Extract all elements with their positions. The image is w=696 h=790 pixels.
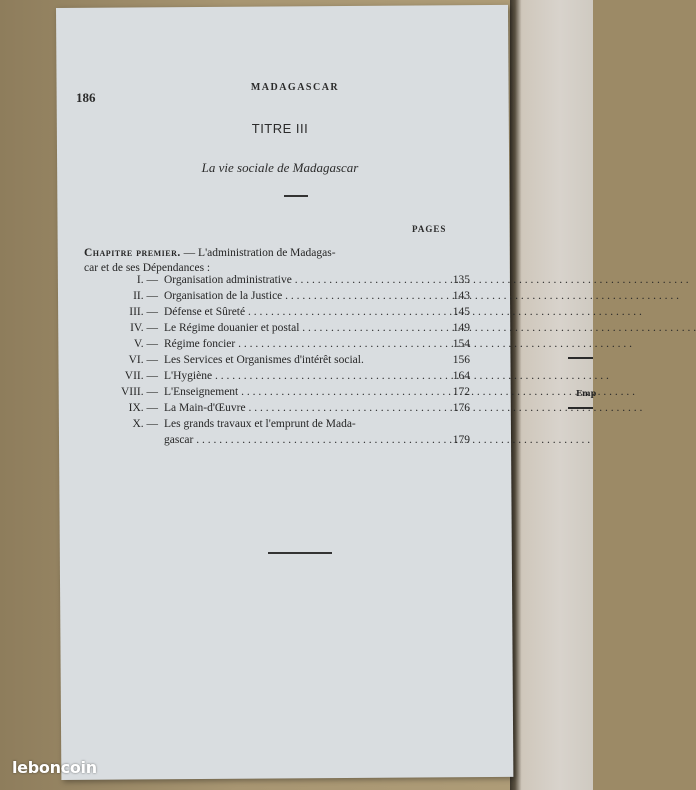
- toc-entry: [84, 320, 470, 336]
- toc-entry-page: 145: [452, 306, 470, 318]
- toc-entry-text: Les Services et Organismes d'intérêt social.: [164, 354, 364, 366]
- toc-entry: [84, 272, 470, 288]
- toc-entry-text: L'Enseignement . . .: [164, 384, 436, 400]
- toc-entry-number: V. —: [133, 338, 158, 350]
- toc-entry-text: Défense et Sûreté . . .: [164, 304, 436, 320]
- toc-entry-page: 172: [452, 386, 470, 398]
- toc-entry-number: VI. —: [128, 354, 158, 366]
- toc-entry-number: VII. —: [124, 370, 158, 382]
- toc-entry-text: Les grands travaux et l'emprunt de Mada-: [164, 418, 356, 430]
- toc-entry-page: 154: [452, 338, 470, 350]
- toc-entry: [84, 368, 470, 384]
- toc-entry-page: 176: [452, 402, 470, 414]
- title-divider: [284, 195, 308, 197]
- toc-entry-page: 143: [452, 290, 470, 302]
- section-title: TITRE III: [251, 121, 309, 136]
- toc-entry-number: II. —: [133, 290, 158, 302]
- running-title: MADAGASCAR: [250, 82, 340, 93]
- table-of-contents: [84, 272, 470, 448]
- toc-entry: [84, 336, 470, 352]
- toc-entry-number: I. —: [136, 274, 158, 286]
- toc-entry-page: 156: [452, 354, 470, 366]
- toc-entry-page: 179: [452, 434, 470, 446]
- chapter-text-line1: — L'administration de Madagas-: [180, 247, 336, 259]
- toc-entry-number: III. —: [129, 306, 158, 318]
- chapter-text-line2: car et de ses Dépendances :: [84, 262, 211, 274]
- section-subtitle: La vie sociale de Madagascar: [201, 160, 359, 175]
- end-divider: [268, 552, 332, 554]
- toc-entry-number: VIII. —: [120, 386, 158, 398]
- toc-entry: [84, 384, 470, 400]
- toc-entry-text: L'Hygiène . . .: [164, 368, 436, 384]
- toc-entry-page: 164: [452, 370, 470, 382]
- toc-entry-number: IV. —: [130, 322, 158, 334]
- pages-column-label: PAGES: [412, 224, 447, 234]
- toc-entry: [84, 352, 470, 368]
- toc-entry-text: Organisation de la Justice . . .: [164, 288, 436, 304]
- toc-entry: [84, 288, 470, 304]
- chapter-label: Chapitre premier.: [84, 247, 181, 259]
- toc-entry: [84, 416, 470, 432]
- toc-entry-number: X. —: [132, 418, 158, 430]
- toc-entry-page: 135: [452, 274, 470, 286]
- toc-entry-text: Régime foncier . . .: [164, 336, 436, 352]
- toc-entry: [84, 400, 470, 416]
- page-number: 186: [76, 90, 96, 105]
- toc-entry-text: La Main-d'Œuvre . . .: [164, 400, 436, 416]
- facing-page-fragment: Emp: [576, 388, 597, 398]
- toc-entry-text: gascar . . .: [164, 432, 436, 448]
- toc-entry: [84, 304, 470, 320]
- leboncoin-logo: leboncoin: [12, 758, 97, 777]
- toc-entry-text: Le Régime douanier et postal . . .: [164, 320, 436, 336]
- toc-entry: [84, 432, 470, 448]
- toc-entry-page: 149: [452, 322, 470, 334]
- toc-entry-text: Organisation administrative . . .: [164, 272, 436, 288]
- facing-page-rule-top: [568, 357, 593, 359]
- toc-entry-number: IX. —: [128, 402, 158, 414]
